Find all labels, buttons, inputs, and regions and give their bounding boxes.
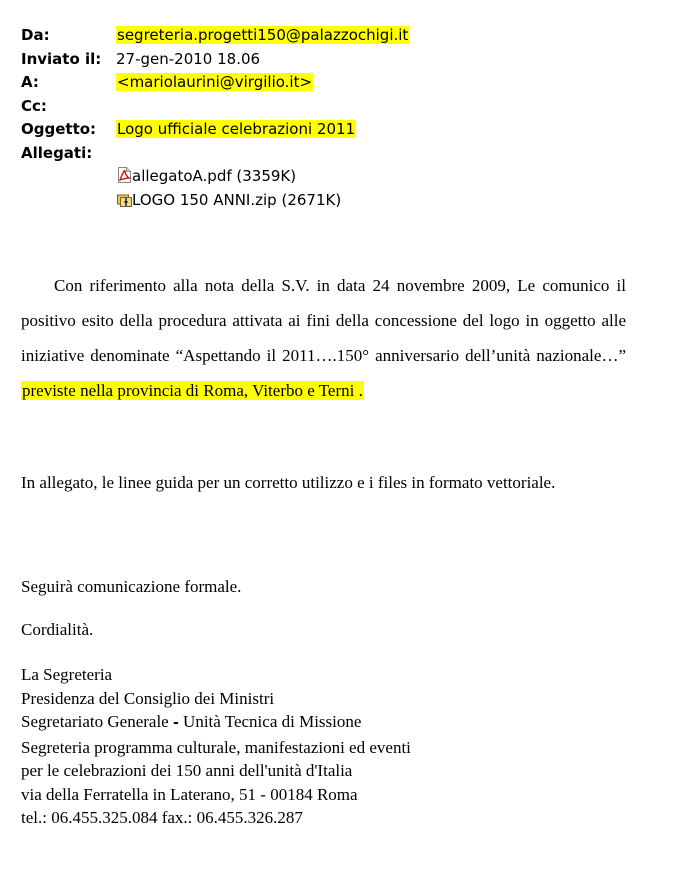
cc-label: Cc: (21, 96, 47, 115)
signature-line-2: Presidenza del Consiglio dei Ministri (21, 688, 275, 708)
email-header (21, 24, 409, 212)
from-address[interactable]: segreteria.progetti150@palazzochigi.it (117, 26, 409, 44)
sent-label: Inviato il: (21, 49, 102, 68)
zip-file-icon (117, 191, 132, 207)
signature-line-3-b: Unità Tecnica di Missione (178, 712, 362, 731)
cc-row (21, 95, 341, 119)
signature-line-7: tel.: 06.455.325.084 fax.: 06.455.326.287 (21, 808, 303, 827)
body-paragraph-1 (21, 268, 626, 408)
attachment-pdf[interactable] (21, 165, 341, 189)
attachment-zip-name: LOGO 150 ANNI.zip (132, 190, 277, 209)
subject-value: Logo ufficiale celebrazioni 2011 (117, 120, 356, 138)
attachments-label: Allegati: (21, 143, 93, 162)
sent-date: 27-gen-2010 18.06 (116, 49, 261, 68)
body-closing: Cordialità. (21, 620, 94, 639)
body-paragraph-3: Seguirà comunicazione formale. (21, 577, 242, 596)
signature-line-3 (21, 710, 411, 736)
from-label: Da: (21, 26, 50, 44)
attachment-zip[interactable] (21, 189, 341, 213)
to-address[interactable]: <mariolaurini@virgilio.it> (117, 73, 313, 91)
signature-line-3-dash: - (172, 715, 179, 731)
attachment-pdf-name: allegatoA.pdf (132, 167, 232, 185)
body-paragraph-1-highlight: previste nella provincia di Roma, Viterbo e Terni . (22, 381, 363, 400)
body-paragraph-2: In allegato, le linee guida per un corretto utilizzo e i files in formato vettoriale. (21, 473, 556, 492)
signature-line-1: La Segreteria (21, 665, 113, 684)
pdf-file-icon (117, 167, 132, 183)
signature-line-3-a: Segretariato Generale (21, 712, 173, 731)
signature-line-6: via della Ferratella in Laterano, 51 - 00184 Roma (21, 784, 358, 804)
to-label: A: (21, 73, 39, 91)
signature-line-5: per le celebrazioni dei 150 anni dell'unità d'Italia (21, 761, 353, 780)
to-row (21, 71, 341, 95)
subject-row (21, 118, 356, 142)
from-row (21, 24, 409, 48)
body-paragraph-1-text: Con riferimento alla nota della S.V. in data 24 novembre 2009, Le comunico il positivo esito della procedura attivata ai fini della concessione del logo in oggetto alle iniziative denominate “Aspettando il 2011….150° anniversario dell’unità nazionale…” (21, 276, 626, 365)
sent-row (21, 48, 341, 72)
signature-block (21, 663, 411, 830)
signature-line-4: Segreteria programma culturale, manifestazioni ed eventi (21, 737, 411, 757)
subject-label: Oggetto: (21, 120, 97, 138)
attachments-row (21, 142, 341, 166)
attachment-zip-size: (2671K) (281, 190, 342, 209)
attachment-pdf-size: (3359K) (236, 167, 297, 185)
